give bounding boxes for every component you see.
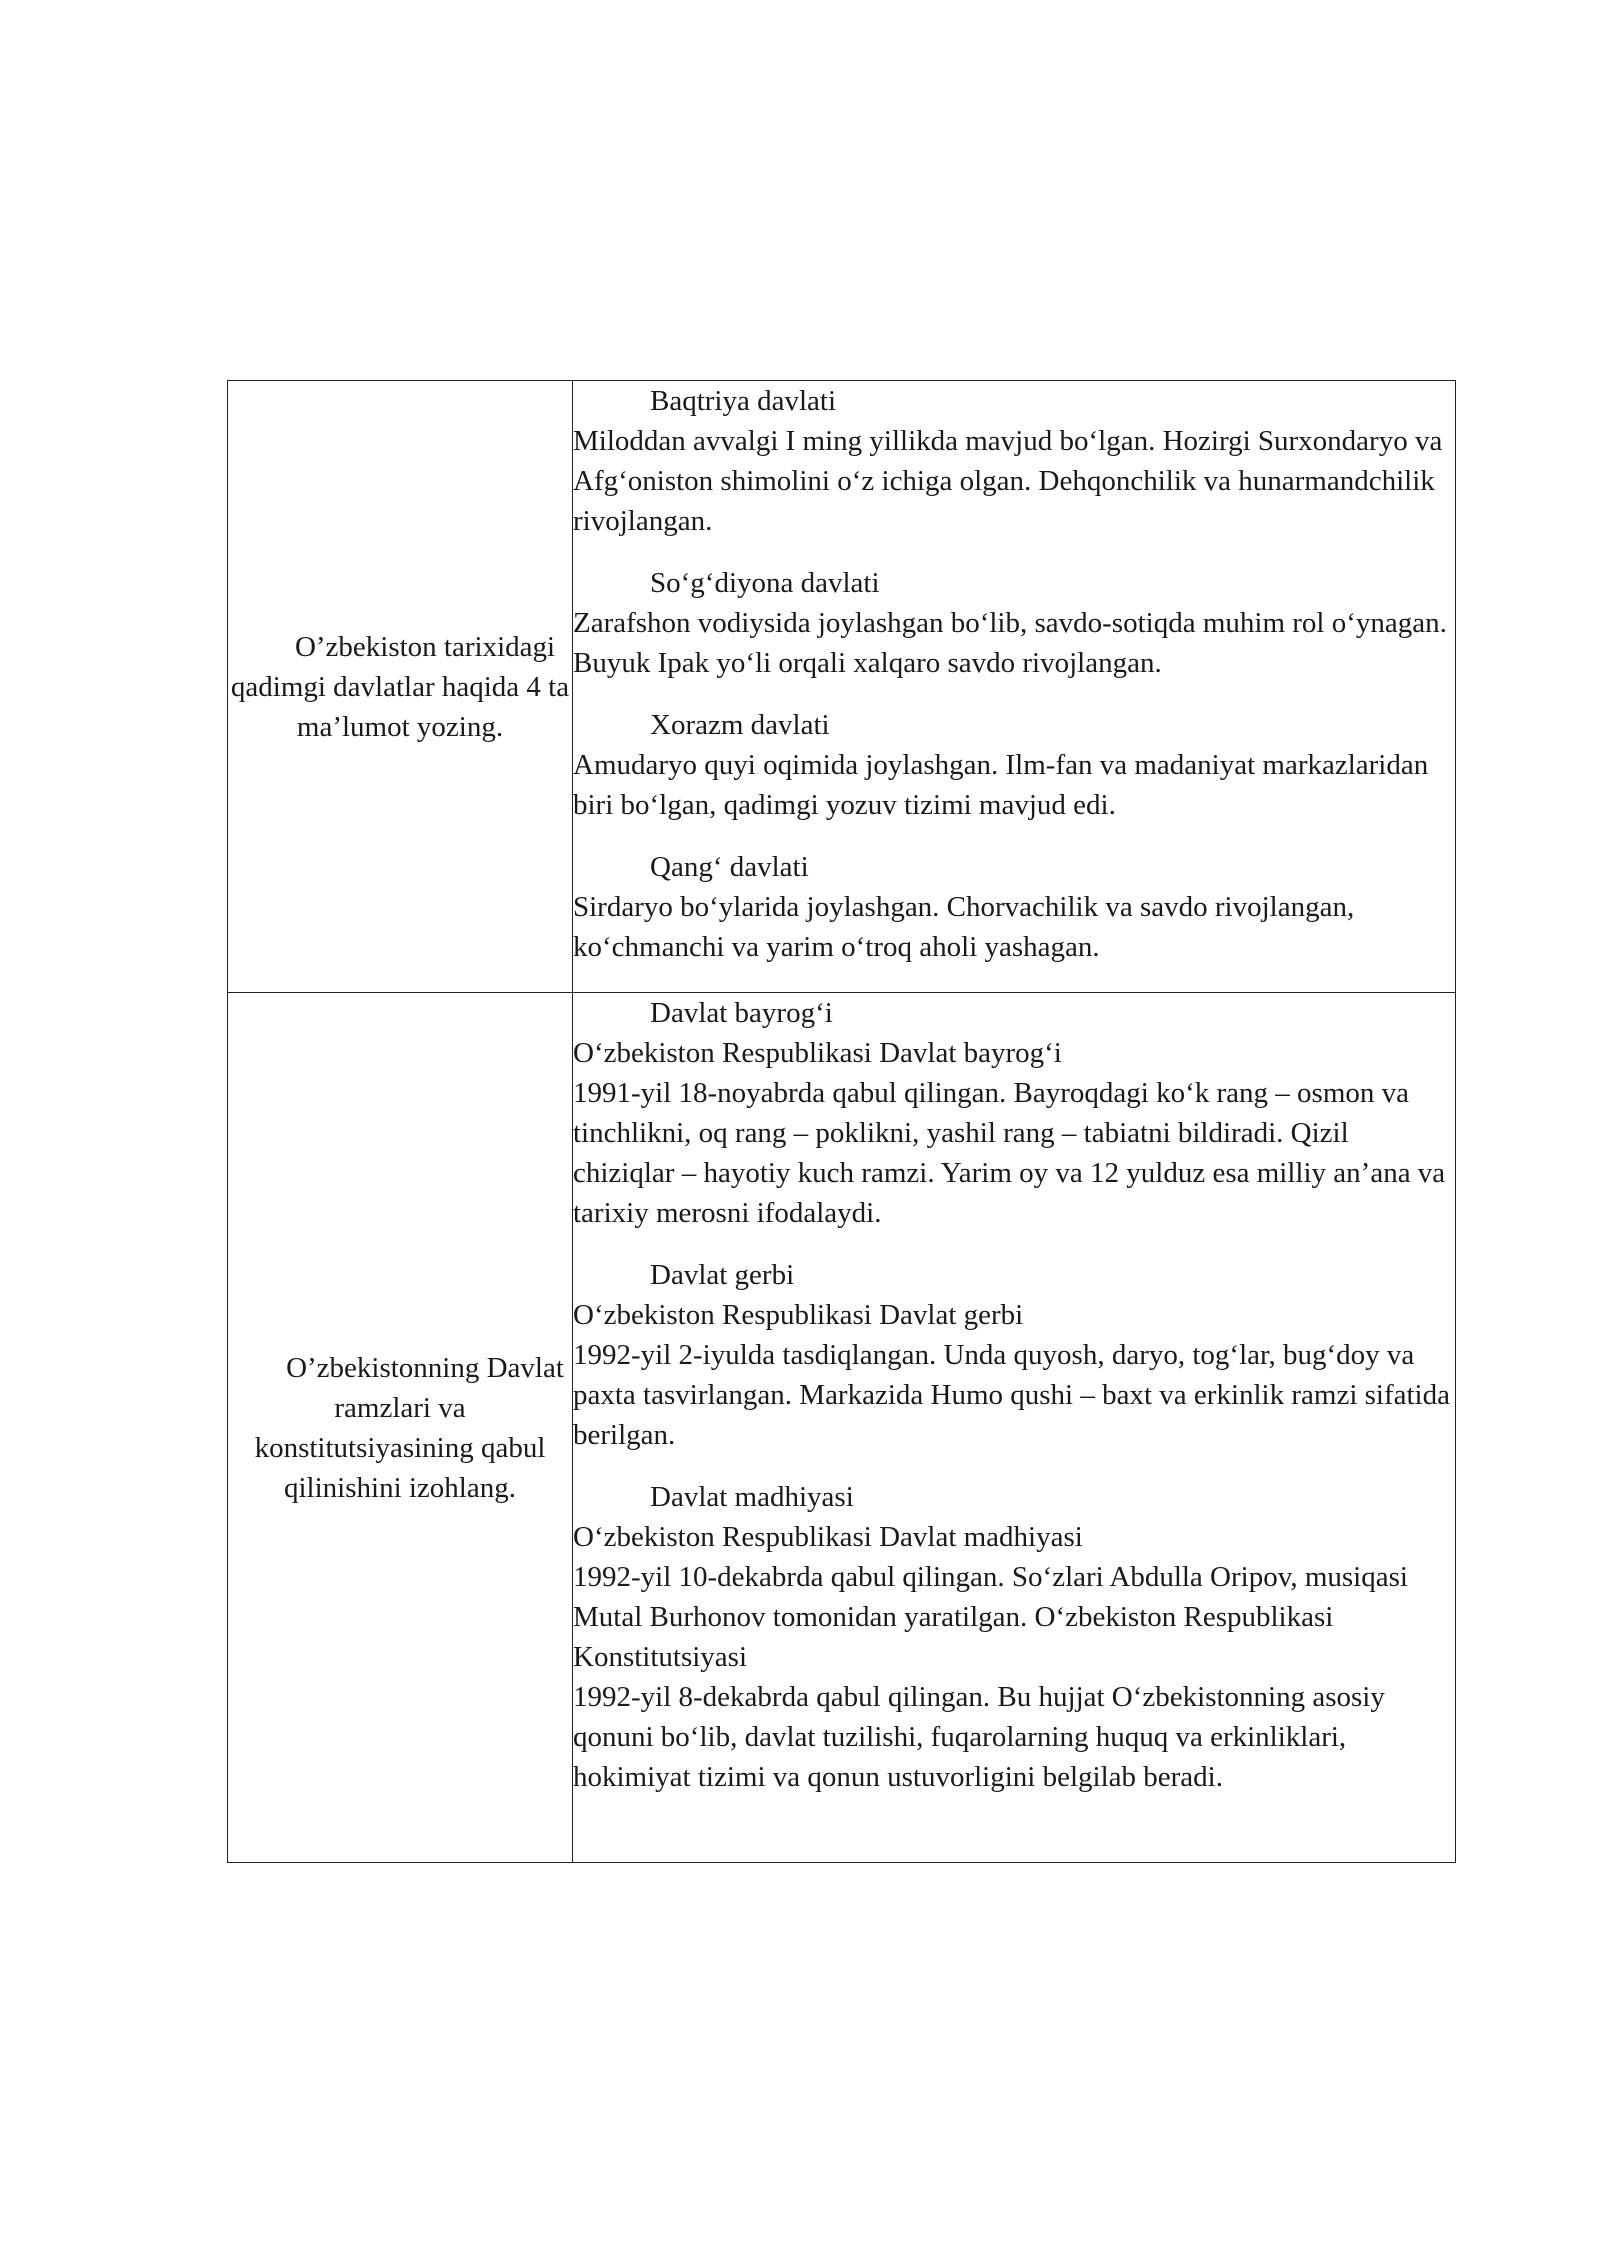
- entry-text: 1991-yil 18-noyabrda qabul qilingan. Bayroqdagi ko‘k rang – osmon va tinchlikni, oq rang – poklikni, yashil rang – tabiatni bildiradi. Qizil chiziqlar – hayotiy kuch ramzi. Yarim oy va 12 yulduz esa milliy an’ana va tarixiy merosni ifodalaydi.: [573, 1077, 1446, 1229]
- entry-title: Davlat madhiyasi: [650, 1481, 854, 1513]
- answer-entry: [573, 705, 1455, 825]
- entry-title: So‘g‘diyona davlati: [650, 567, 880, 599]
- entry-title: Baqtriya davlati: [650, 385, 837, 417]
- entry-text: O‘zbekiston Respublikasi Davlat bayrog‘i: [573, 1037, 1062, 1069]
- entry-text: 1992-yil 10-dekabrda qabul qilingan. So‘zlari Abdulla Oripov, musiqasi Mutal Burhonov tomonidan yaratilgan. O‘zbekiston Respublikasi Konstitutsiyasi: [573, 1561, 1408, 1673]
- entry-title: Xorazm davlati: [650, 709, 830, 741]
- question-text: O’zbekiston tarixidagi qadimgi davlatlar haqida 4 ta ma’lumot yozing.: [230, 630, 570, 743]
- question-cell: [228, 381, 573, 993]
- entry-text: Amudaryo quyi oqimida joylashgan. Ilm-fan va madaniyat markazlaridan biri bo‘lgan, qadimgi yozuv tizimi mavjud edi.: [573, 749, 1429, 821]
- answer-entry: [573, 563, 1455, 683]
- question-text: O’zbekistonning Davlat ramzlari va konstitutsiyasining qabul qilinishini izohlang.: [254, 1351, 564, 1504]
- answer-entry: [573, 993, 1455, 1233]
- entry-title: Qang‘ davlati: [650, 851, 809, 883]
- table-row-state-symbols: [228, 993, 1456, 1863]
- entry-text: O‘zbekiston Respublikasi Davlat gerbi: [573, 1299, 1024, 1331]
- entry-text: Zarafshon vodiysida joylashgan bo‘lib, savdo-sotiqda muhim rol o‘ynagan. Buyuk Ipak yo‘li orqali xalqaro savdo rivojlangan.: [573, 607, 1447, 679]
- entry-text: O‘zbekiston Respublikasi Davlat madhiyasi: [573, 1521, 1083, 1553]
- entry-text: 1992-yil 2-iyulda tasdiqlangan. Unda quyosh, daryo, tog‘lar, bug‘doy va paxta tasvirlangan. Markazida Humo qushi – baxt va erkinlik ramzi sifatida berilgan.: [573, 1339, 1450, 1451]
- table-row-ancient-states: [228, 381, 1456, 993]
- entry-text: Sirdaryo bo‘ylarida joylashgan. Chorvachilik va savdo rivojlangan, ko‘chmanchi va yarim o‘troq aholi yashagan.: [573, 891, 1355, 963]
- answer-entry: [573, 1255, 1455, 1455]
- entry-title: Davlat bayrog‘i: [650, 997, 833, 1029]
- assignment-table: [227, 380, 1456, 1863]
- entry-title: Davlat gerbi: [650, 1259, 795, 1291]
- entry-text: Miloddan avvalgi I ming yillikda mavjud bo‘lgan. Hozirgi Surxondaryo va Afg‘oniston shimolini o‘z ichiga olgan. Dehqonchilik va hunarmandchilik rivojlangan.: [573, 425, 1443, 537]
- answer-cell: [573, 993, 1456, 1863]
- entry-text: 1992-yil 8-dekabrda qabul qilingan. Bu hujjat O‘zbekistonning asosiy qonuni bo‘lib, davlat tuzilishi, fuqarolarning huquq va erkinliklari, hokimiyat tizimi va qonun ustuvorligini belgilab beradi.: [573, 1681, 1385, 1793]
- answer-entry: [573, 1477, 1455, 1797]
- answer-entry: [573, 381, 1455, 541]
- answer-cell: [573, 381, 1456, 993]
- answer-entry: [573, 847, 1455, 967]
- question-cell: [228, 993, 573, 1863]
